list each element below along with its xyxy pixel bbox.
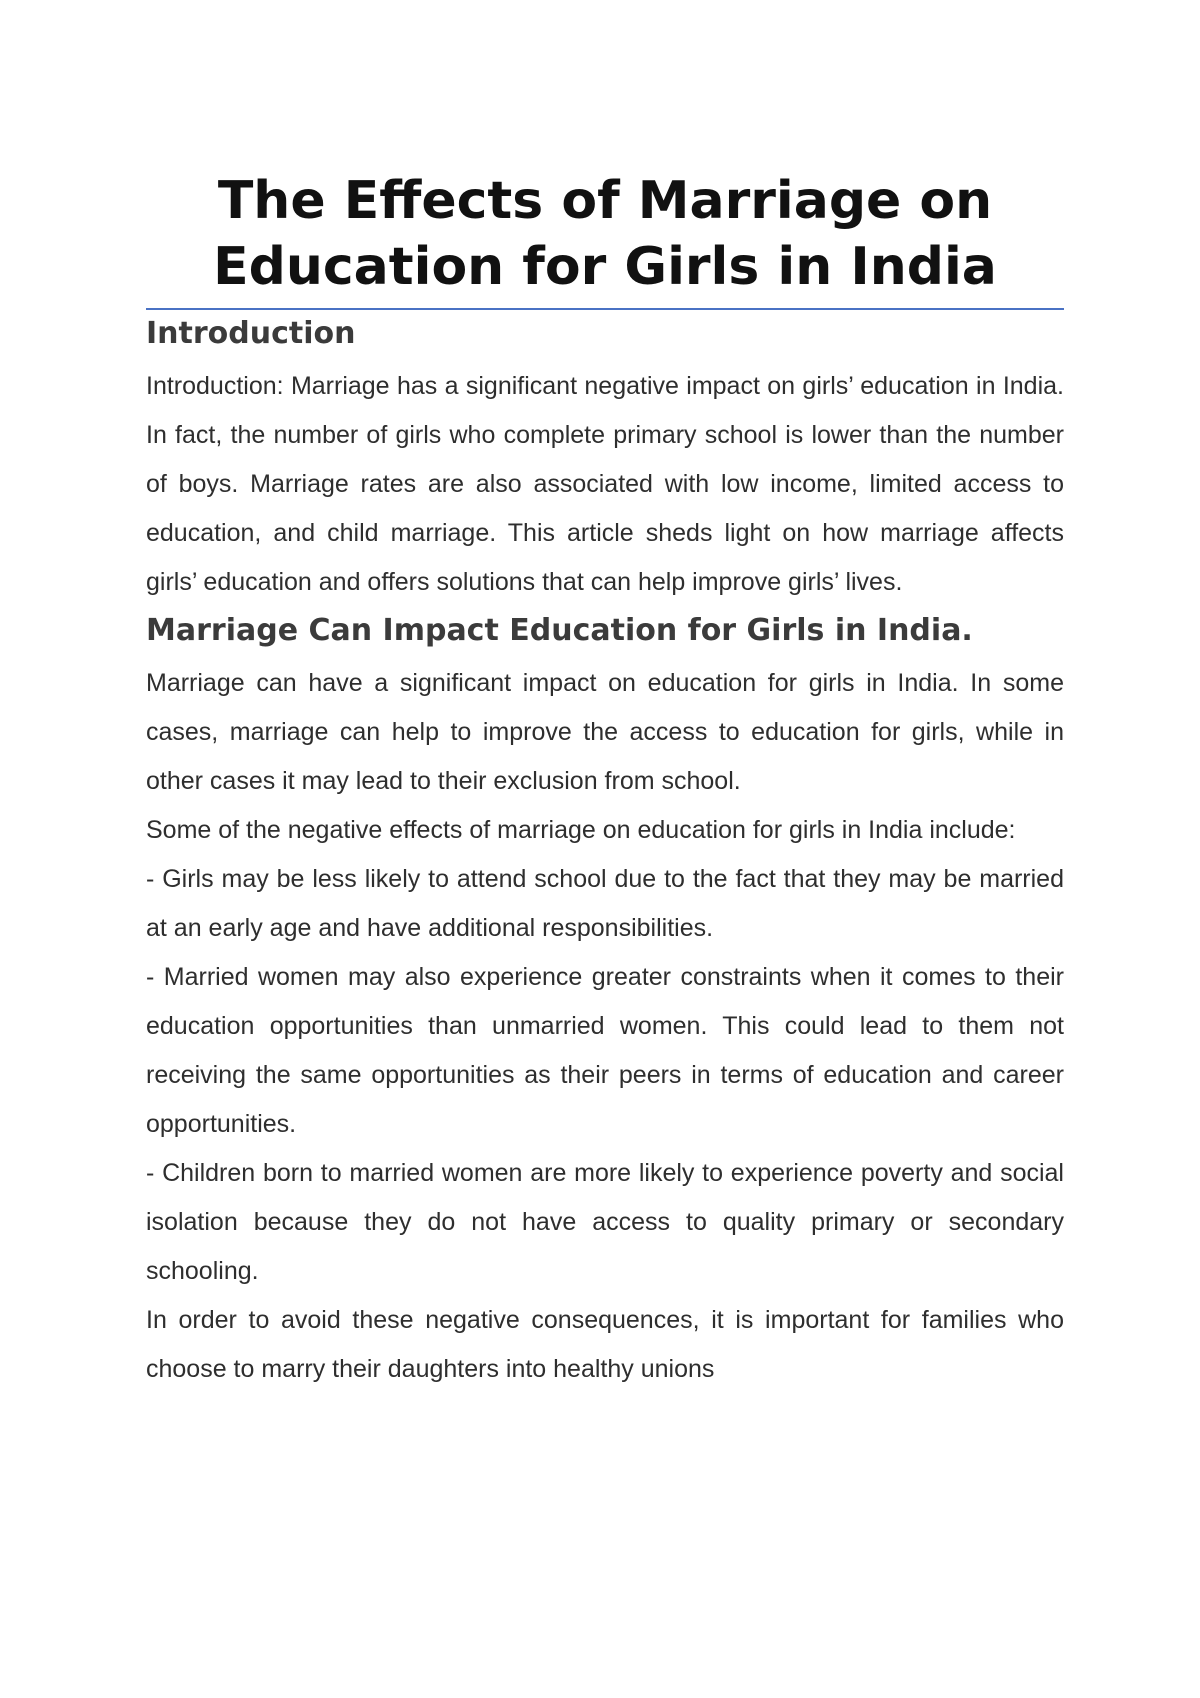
section-heading-marriage-impact: Marriage Can Impact Education for Girls in India.	[146, 613, 973, 648]
document-page	[146, 168, 1064, 1394]
intro-paragraph: Introduction: Marriage has a significant negative impact on girls’ education in India. In fact, the number of girls who complete primary school is lower than the number of boys. Marriage rates are also associated with low income, limited access to education, and child marriage. This article sheds light on how marriage affects girls’ education and offers solutions that can help improve girls’ lives.	[146, 372, 1064, 596]
bullet-paragraph: - Married women may also experience greater constraints when it comes to their education opportunities than unmarried women. This could lead to them not receiving the same opportunities as their peers in terms of education and career opportunities.	[146, 963, 1064, 1138]
body-paragraph: Marriage can have a significant impact on education for girls in India. In some cases, marriage can help to improve the access to education for girls, while in other cases it may lead to their exclusion from school.	[146, 669, 1064, 795]
section-heading-introduction: Introduction	[146, 316, 356, 351]
body-paragraph: Some of the negative effects of marriage on education for girls in India include:	[146, 816, 1016, 844]
body-paragraph: In order to avoid these negative consequences, it is important for families who choose to marry their daughters into healthy unions	[146, 1306, 1064, 1383]
document-title: The Effects of Marriage on Education for Girls in India	[146, 168, 1064, 310]
bullet-paragraph: - Children born to married women are more likely to experience poverty and social isolation because they do not have access to quality primary or secondary schooling.	[146, 1159, 1064, 1285]
bullet-paragraph: - Girls may be less likely to attend school due to the fact that they may be married at an early age and have additional responsibilities.	[146, 865, 1064, 942]
